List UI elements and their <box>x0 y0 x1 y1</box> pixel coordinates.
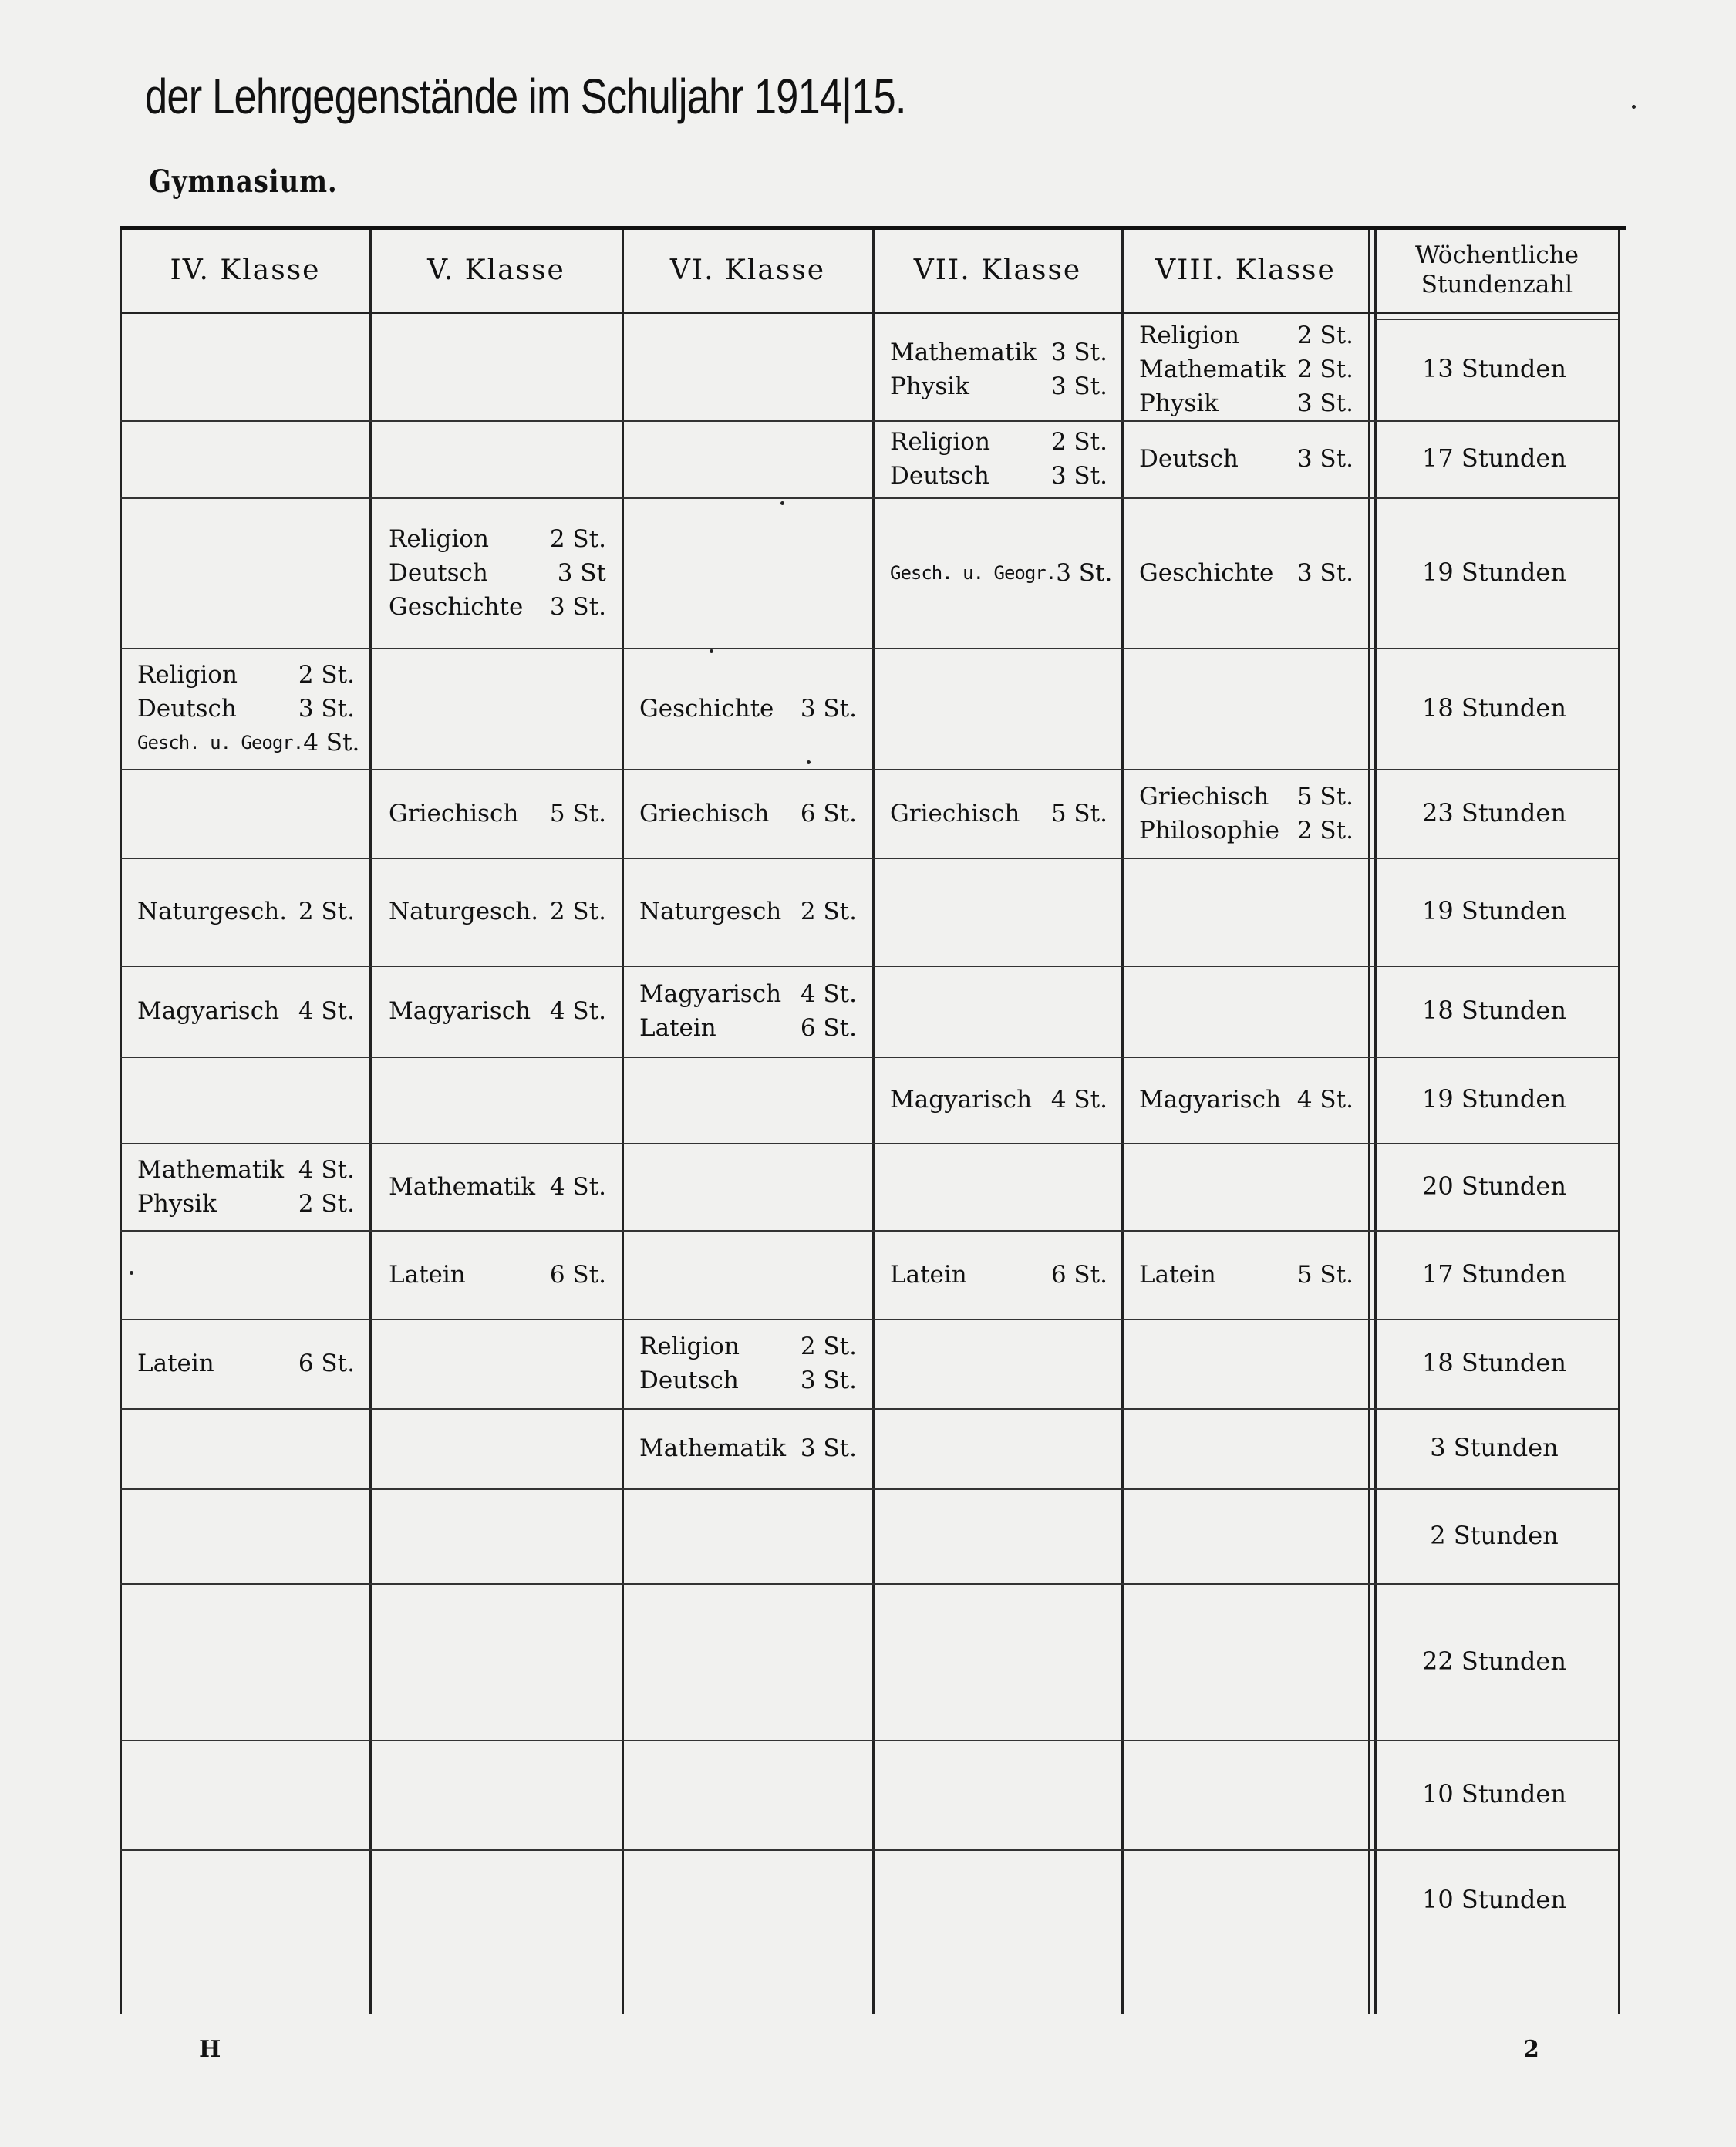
subject-name: Geschichte <box>1139 558 1274 587</box>
cell-v-klasse <box>389 895 606 929</box>
subject-name: Magyarisch <box>639 980 782 1008</box>
footer-page-number: 2 <box>1523 2036 1539 2063</box>
subject-name: Religion <box>890 428 990 456</box>
row-divider <box>120 1583 1618 1585</box>
cell-vi-klasse <box>639 692 857 726</box>
subject-name: Griechisch <box>389 799 519 827</box>
subject-name: Magyarisch <box>1139 1086 1282 1114</box>
subject-hours: 2 St. <box>1296 355 1353 383</box>
header-rule <box>1374 319 1618 320</box>
subject-entry <box>137 658 355 692</box>
subject-entry <box>1139 442 1353 476</box>
cell-v-klasse <box>389 797 606 831</box>
subject-entry <box>890 459 1107 493</box>
subject-name: Mathematik <box>1139 355 1286 383</box>
weekly-hours-total: 19 Stunden <box>1422 557 1566 587</box>
subject-hours: 3 St <box>557 558 606 587</box>
header-rule <box>1374 312 1618 314</box>
cell-iv-klasse <box>137 658 360 760</box>
subject-name: Griechisch <box>1139 782 1269 811</box>
subject-hours: 4 St. <box>303 728 360 757</box>
print-speck <box>130 1271 133 1275</box>
cell-vii-klasse <box>890 1258 1107 1292</box>
page-title: der Lehrgegenstände im Schuljahr 1914|15. <box>145 69 906 124</box>
weekly-hours-total: 10 Stunden <box>1422 1779 1566 1808</box>
cell-iv-klasse <box>137 1153 355 1221</box>
subject-hours: 4 St. <box>298 1155 355 1184</box>
subject-name: Latein <box>1139 1260 1216 1289</box>
cell-vi-klasse <box>639 1431 857 1465</box>
weekly-hours-total: 23 Stunden <box>1422 797 1566 827</box>
subject-hours: 2 St. <box>549 898 606 925</box>
subject-hours: 4 St. <box>1050 1086 1107 1114</box>
subject-name: Deutsch <box>137 694 237 723</box>
subject-entry <box>639 977 857 1011</box>
weekly-hours-total: 18 Stunden <box>1422 1348 1566 1377</box>
header-v-klasse: V. Klasse <box>427 254 565 286</box>
subject-entry <box>389 1170 606 1204</box>
subject-entry <box>137 1347 355 1380</box>
subject-hours: 2 St. <box>800 1333 857 1360</box>
subject-name: Religion <box>639 1333 740 1360</box>
cell-vii-klasse <box>890 556 1113 590</box>
column-divider <box>1618 230 1620 2014</box>
subject-hours: 4 St. <box>549 1172 606 1201</box>
subject-entry <box>389 797 606 831</box>
subject-name: Naturgesch <box>639 898 782 925</box>
subject-hours: 2 St. <box>1050 428 1107 456</box>
weekly-hours-total: 17 Stunden <box>1422 443 1566 473</box>
subject-entry <box>1139 780 1353 814</box>
cell-v-klasse <box>389 994 606 1028</box>
cell-iv-klasse <box>137 895 355 929</box>
header-weekly-hours <box>1377 241 1617 299</box>
subject-hours: 2 St. <box>1296 321 1353 349</box>
row-divider <box>120 1740 1618 1741</box>
subject-hours: 5 St. <box>1296 782 1353 811</box>
subject-hours: 6 St. <box>800 799 857 827</box>
subject-name: Gesch. u. Geogr. <box>137 731 304 753</box>
subject-entry <box>389 522 606 556</box>
cell-iv-klasse <box>137 1347 355 1380</box>
subject-entry <box>890 1083 1107 1117</box>
header-rule <box>120 312 1374 314</box>
row-divider <box>120 1057 1618 1058</box>
subject-hours: 2 St. <box>800 898 857 925</box>
subject-entry <box>1139 1258 1353 1292</box>
subject-entry <box>890 1258 1107 1292</box>
print-speck <box>1632 105 1636 109</box>
subject-hours: 3 St. <box>1296 558 1353 587</box>
subject-hours: 4 St. <box>298 997 355 1025</box>
subject-name: Religion <box>1139 321 1239 349</box>
subject-entry <box>639 797 857 831</box>
weekly-hours-total: 3 Stunden <box>1430 1433 1559 1462</box>
subject-hours: 2 St. <box>298 898 355 925</box>
subject-hours: 4 St. <box>800 980 857 1008</box>
subject-hours: 3 St. <box>549 592 606 621</box>
subject-entry <box>639 692 857 726</box>
subject-name: Physik <box>137 1189 217 1218</box>
footer-signature-mark: H <box>199 2036 221 2063</box>
subject-hours: 4 St. <box>549 997 606 1025</box>
weekly-hours-total: 20 Stunden <box>1422 1171 1566 1201</box>
cell-viii-klasse <box>1139 442 1353 476</box>
subject-name: Deutsch <box>1139 445 1239 473</box>
subject-hours: 3 St. <box>1296 445 1353 473</box>
subject-name: Deutsch <box>389 558 488 587</box>
header-weekly-hours-line2: Stundenzahl <box>1421 271 1573 298</box>
row-divider <box>120 858 1618 859</box>
subject-hours: 2 St. <box>298 1189 355 1218</box>
subject-hours: 3 St. <box>1050 338 1107 366</box>
subject-name: Geschichte <box>639 694 774 723</box>
subject-entry <box>137 1187 355 1221</box>
subject-hours: 2 St. <box>549 524 606 553</box>
subject-entry <box>890 335 1107 369</box>
cell-vi-klasse <box>639 977 857 1045</box>
subject-hours: 3 St. <box>1056 558 1113 587</box>
subject-entry <box>389 1258 606 1292</box>
subject-entry <box>1139 814 1353 848</box>
row-divider <box>120 1143 1618 1144</box>
print-speck <box>710 649 713 653</box>
subject-entry <box>137 726 360 760</box>
subject-entry <box>1139 319 1353 352</box>
row-divider <box>120 1230 1618 1232</box>
subject-name: Mathematik <box>890 338 1037 366</box>
subject-hours: 6 St. <box>549 1260 606 1289</box>
subject-hours: 5 St. <box>549 799 606 827</box>
cell-viii-klasse <box>1139 1258 1353 1292</box>
row-divider <box>120 1849 1618 1851</box>
weekly-hours-total: 18 Stunden <box>1422 693 1566 723</box>
cell-v-klasse <box>389 522 606 624</box>
subject-entry <box>1139 556 1353 590</box>
subject-entry <box>137 895 355 929</box>
subject-entry <box>1139 352 1353 386</box>
cell-vii-klasse <box>890 335 1107 403</box>
subject-entry <box>1139 1083 1353 1117</box>
row-divider <box>120 1319 1618 1320</box>
row-divider <box>120 966 1618 967</box>
subject-entry <box>389 556 606 590</box>
cell-v-klasse <box>389 1170 606 1204</box>
weekly-hours-total: 19 Stunden <box>1422 896 1566 925</box>
subject-name: Griechisch <box>890 799 1020 827</box>
weekly-hours-total: 22 Stunden <box>1422 1646 1566 1676</box>
subject-hours: 6 St. <box>800 1014 857 1042</box>
subject-name: Naturgesch. <box>137 898 288 925</box>
weekly-hours-total: 18 Stunden <box>1422 996 1566 1025</box>
subject-name: Deutsch <box>639 1367 739 1394</box>
cell-viii-klasse <box>1139 556 1353 590</box>
subject-entry <box>389 994 606 1028</box>
subject-entry <box>389 895 606 929</box>
header-iv-klasse: IV. Klasse <box>170 254 321 286</box>
subject-name: Religion <box>389 524 489 553</box>
cell-vi-klasse <box>639 797 857 831</box>
header-vii-klasse: VII. Klasse <box>913 254 1082 286</box>
cell-vii-klasse <box>890 1083 1107 1117</box>
subject-hours: 5 St. <box>1296 1260 1353 1289</box>
subject-hours: 3 St. <box>1296 389 1353 417</box>
subject-hours: 2 St. <box>298 660 355 689</box>
subject-hours: 6 St. <box>1050 1260 1107 1289</box>
subject-name: Magyarisch <box>890 1086 1033 1114</box>
weekly-hours-total: 17 Stunden <box>1422 1259 1566 1289</box>
subject-entry <box>639 895 857 929</box>
subject-entry <box>639 1011 857 1045</box>
subject-name: Physik <box>1139 389 1219 417</box>
subject-hours: 3 St. <box>1050 372 1107 400</box>
subject-entry <box>137 994 355 1028</box>
row-divider <box>120 1408 1618 1410</box>
header-weekly-hours-line1: Wöchentliche <box>1414 241 1579 269</box>
subject-hours: 3 St. <box>800 1367 857 1394</box>
subject-name: Latein <box>137 1350 214 1377</box>
weekly-hours-total: 13 Stunden <box>1422 353 1566 383</box>
subject-name: Philosophie <box>1139 816 1279 844</box>
weekly-hours-total: 2 Stunden <box>1430 1520 1559 1550</box>
subject-name: Latein <box>639 1014 716 1042</box>
subject-entry <box>137 692 355 726</box>
cell-viii-klasse <box>1139 780 1353 848</box>
subject-name: Deutsch <box>890 462 989 490</box>
subject-hours: 2 St. <box>1296 816 1353 844</box>
row-divider <box>120 420 1618 422</box>
subject-entry <box>1139 386 1353 420</box>
subject-hours: 3 St. <box>800 1434 857 1462</box>
row-divider <box>120 648 1618 649</box>
row-divider <box>120 1488 1618 1490</box>
row-divider <box>120 769 1618 770</box>
cell-viii-klasse <box>1139 319 1353 420</box>
cell-vii-klasse <box>890 425 1107 493</box>
subject-name: Latein <box>890 1260 967 1289</box>
section-label: Gymnasium. <box>149 163 338 200</box>
subject-name: Latein <box>389 1260 466 1289</box>
subject-name: Physik <box>890 372 969 400</box>
cell-vi-klasse <box>639 1330 857 1397</box>
subject-hours: 3 St. <box>1050 462 1107 490</box>
weekly-hours-total: 19 Stunden <box>1422 1084 1566 1114</box>
subject-entry <box>890 425 1107 459</box>
header-vi-klasse: VI. Klasse <box>669 254 826 286</box>
header-viii-klasse: VIII. Klasse <box>1155 254 1336 286</box>
subject-entry <box>639 1431 857 1465</box>
subject-name: Griechisch <box>639 799 770 827</box>
subject-hours: 6 St. <box>298 1350 355 1377</box>
row-divider <box>120 497 1618 499</box>
subject-entry <box>639 1330 857 1363</box>
weekly-hours-total: 10 Stunden <box>1422 1885 1566 1914</box>
subject-entry <box>639 1363 857 1397</box>
subject-entry <box>890 556 1113 590</box>
subject-hours: 3 St. <box>298 694 355 723</box>
subject-name: Mathematik <box>137 1155 285 1184</box>
print-speck <box>807 760 811 764</box>
subject-entry <box>389 590 606 624</box>
subject-hours: 3 St. <box>800 694 857 723</box>
subject-name: Geschichte <box>389 592 524 621</box>
subject-name: Naturgesch. <box>389 898 539 925</box>
subject-name: Magyarisch <box>389 997 531 1025</box>
subject-name: Religion <box>137 660 238 689</box>
subject-name: Mathematik <box>389 1172 536 1201</box>
cell-vi-klasse <box>639 895 857 929</box>
subject-entry <box>890 797 1107 831</box>
cell-vii-klasse <box>890 797 1107 831</box>
subject-entry <box>890 369 1107 403</box>
cell-viii-klasse <box>1139 1083 1353 1117</box>
subject-name: Mathematik <box>639 1434 787 1462</box>
cell-iv-klasse <box>137 994 355 1028</box>
print-speck <box>780 501 784 505</box>
subject-name: Magyarisch <box>137 997 280 1025</box>
subject-entry <box>137 1153 355 1187</box>
subject-name: Gesch. u. Geogr. <box>890 561 1057 584</box>
cell-v-klasse <box>389 1258 606 1292</box>
subject-hours: 4 St. <box>1296 1086 1353 1114</box>
subject-hours: 5 St. <box>1050 799 1107 827</box>
